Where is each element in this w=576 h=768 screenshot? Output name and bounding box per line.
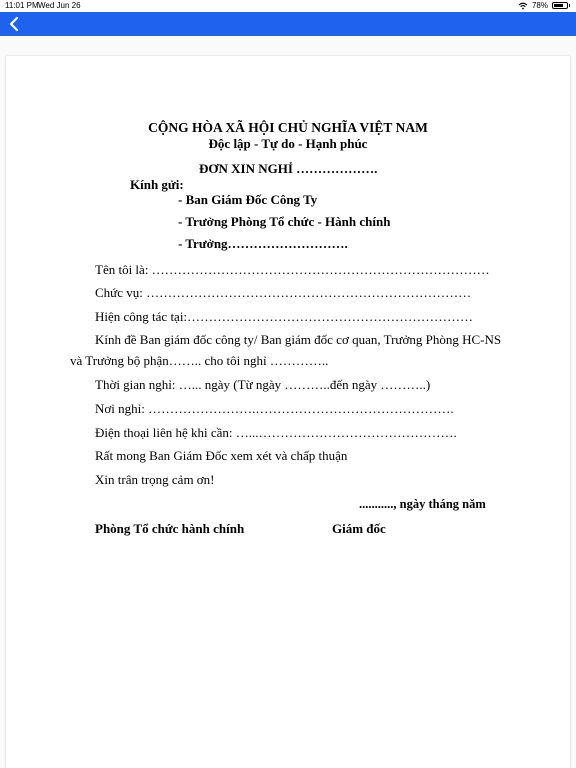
field-name: Tên tôi là: …………………………………………………………………… [95,262,490,277]
national-title: CỘNG HÒA XÃ HỘI CHỦ NGHĨA VIỆT NAM [148,120,428,135]
field-position: Chức vụ: ………………………………………………………………… [95,285,472,300]
field-place: Nơi nghỉ: …………………….………………………………………. [95,401,454,416]
motto: Độc lập - Tự do - Hạnh phúc [208,136,368,151]
recipient-1: - Ban Giám Đốc Công Ty [178,192,318,207]
chevron-left-icon [8,16,20,32]
battery-percent: 78% [531,1,548,10]
form-title: ĐƠN XIN NGHỈ ………………. [199,161,378,176]
battery-level [554,4,563,7]
signature-right: Giám đốc [332,521,386,536]
field-duration: Thời gian nghỉ: …... ngày (Từ ngày ………..đến ngày ………..) [95,377,431,392]
status-bar [0,0,576,12]
document-page [6,56,570,768]
status-indicators [518,1,568,10]
closing-request: Rất mong Ban Giám Đốc xem xét và chấp thuận [95,448,348,463]
recipient-2: - Trưởng Phòng Tổ chức - Hành chính [178,214,391,229]
recipient-3: - Trưởng………………………. [178,236,348,251]
battery-icon [552,2,568,9]
closing-thanks: Xin trân trọng cảm ơn! [95,472,215,487]
wifi-icon [518,2,528,10]
request-line-2: và Trưởng bộ phận…….. cho tôi nghỉ ………….. [70,353,329,368]
field-phone: Điện thoại liên hệ khi cần: …...………………………………………. [95,425,457,440]
greeting: Kính gửi: [130,177,184,192]
navigation-bar [0,12,576,36]
status-time: 11:01 PM [5,1,39,10]
status-date: Wed Jun 26 [38,1,81,10]
back-button[interactable] [4,14,24,34]
date-line: ..........., ngày tháng năm [359,497,486,511]
signature-left: Phòng Tổ chức hành chính [95,521,245,536]
field-department: Hiện công tác tại:………………………………………………………… [95,309,474,324]
request-line-1: Kính đề Ban giám đốc công ty/ Ban giám đốc cơ quan, Trưởng Phòng HC-NS [95,332,502,347]
